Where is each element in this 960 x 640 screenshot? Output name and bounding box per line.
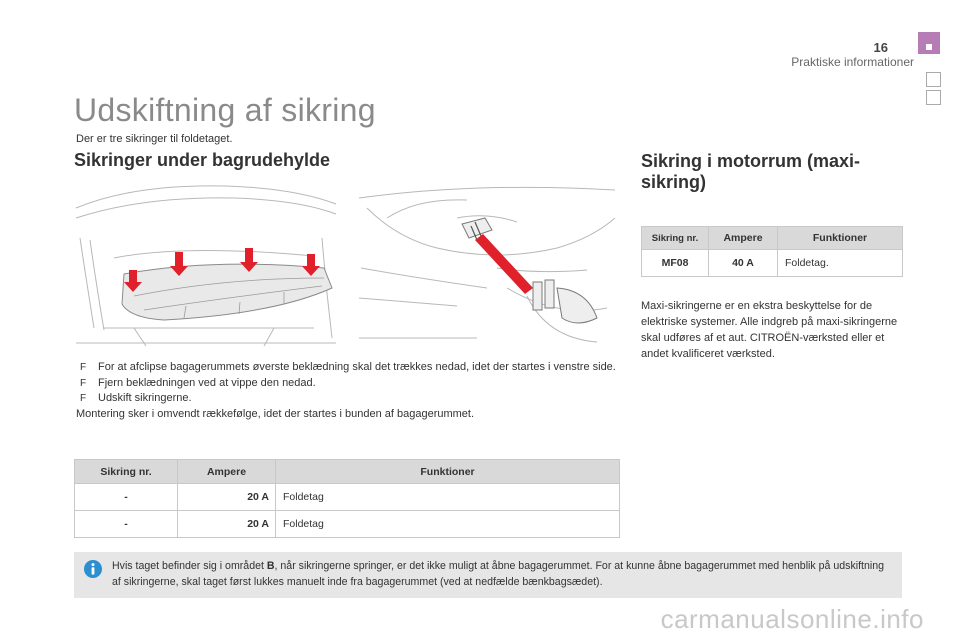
table-cell: Foldetag (276, 511, 620, 538)
table-cell: MF08 (642, 250, 709, 277)
table-cell: 20 A (178, 511, 276, 538)
info-text-bold: B (266, 560, 275, 572)
watermark: carmanualsonline.info (660, 604, 924, 634)
tab-marker-active (918, 32, 940, 54)
info-box (74, 552, 902, 598)
instruction-step-text: Fjern beklædningen ved at vippe den nedad. (98, 376, 316, 389)
instruction-step (76, 391, 616, 407)
intro-text: Der er tre sikringer til foldetaget. (76, 133, 233, 145)
table-cell: Foldetag. (778, 250, 903, 277)
table-header: Funktioner (778, 227, 903, 250)
left-fuse-table (74, 459, 620, 538)
table-row (75, 484, 620, 511)
instruction-step-text: Udskift sikringerne. (98, 392, 192, 404)
maxi-fuse-description: Maxi-sikringerne er en ekstra beskyttelse for de elektriske systemer. Alle indgreb på maxi-sikringerne skal udføres af et aut. CITROËN-værksted eller et andet kvalificeret værksted. (641, 300, 898, 360)
trunk-shelf-illustration (74, 178, 339, 348)
table-header: Ampere (709, 227, 778, 250)
checkbox-icon: F (80, 362, 87, 373)
engine-bay-illustration (357, 178, 619, 348)
table-row (75, 511, 620, 538)
page-title: Udskiftning af sikring (74, 92, 376, 128)
instruction-step (76, 360, 616, 376)
checkbox-icon: F (80, 377, 87, 389)
checkbox-icon: F (80, 393, 87, 404)
tab-marker (926, 90, 941, 105)
info-icon (84, 560, 102, 578)
info-text-start: Hvis taget befinder sig i området (112, 560, 267, 572)
table-cell: 40 A (709, 250, 778, 277)
right-fuse-table (641, 226, 903, 277)
left-section-heading: Sikringer under bagrudehylde (74, 150, 331, 170)
table-header: Sikring nr. (75, 460, 178, 484)
section-header: Praktiske informationer (791, 55, 914, 69)
table-header: Sikring nr. (642, 227, 709, 250)
info-text-end: , når sikringerne springer, er det ikke muligt at åbne bagagerummet. For at kunne åbne bagagerummet med henblik på udskiftning af sikringerne, skal taget først lukkes manuelt inde fra bagagerummet (ved at nedfælde bænkbagsædet). (112, 560, 885, 588)
table-header: Ampere (178, 460, 276, 484)
red-arrow-icon (475, 234, 533, 294)
table-cell: - (75, 511, 178, 538)
mounting-note: Montering sker i omvendt rækkefølge, idet der startes i bunden af bagagerummet. (76, 407, 475, 420)
table-cell: - (75, 484, 178, 511)
instruction-step (76, 376, 616, 392)
table-cell: Foldetag (276, 484, 620, 511)
tab-marker (926, 72, 941, 87)
page-number: 16 (873, 40, 888, 55)
instruction-list (76, 360, 616, 422)
table-cell: 20 A (178, 484, 276, 511)
table-row (642, 250, 903, 277)
instruction-step-text: For at afclipse bagagerummets øverste beklædning skal det trækkes nedad, idet der startes i venstre side. (98, 361, 616, 373)
table-header: Funktioner (276, 460, 620, 484)
right-section-heading: Sikring i motorrum (maxi-sikring) (641, 151, 861, 192)
